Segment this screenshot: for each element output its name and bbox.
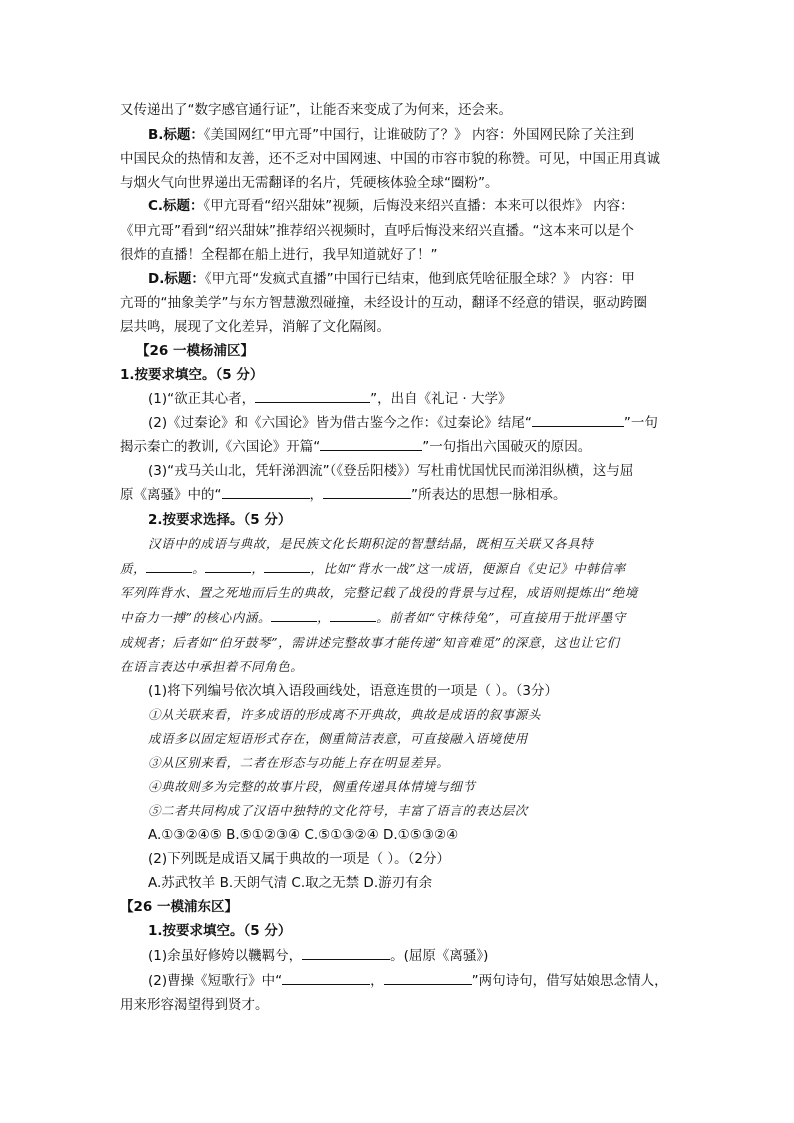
text-line: 中国民众的热情和友善，还不乏对中国网速、中国的市容市貌的称赞。可见，中国正用真诚 — [120, 151, 660, 167]
text-line: 与烟火气向世界递出无需翻译的名片，凭硬核体验全球“圈粉”。 — [120, 175, 499, 191]
section-header-yangpu: 【26 一模杨浦区】 — [136, 343, 254, 359]
answer-blank[interactable] — [320, 438, 422, 451]
question-2-title: 2.按要求选择。（5 分） — [148, 512, 292, 528]
sentence-option: ③从区别来看，二者在形态与功能上存在明显差异。 — [148, 755, 450, 770]
sentence-option: ①从关联来看，许多成语的形成离不开典故，典故是成语的叙事源头 — [148, 707, 542, 722]
fill-blank-3: (3)“戎马关山北，凭轩涕泗流”（《登岳阳楼》）写杜甫忧国忧民而涕泪纵横，这与屈 — [148, 463, 634, 479]
sub-question-2: (2)下列既是成语又属于典故的一项是（ ）。（2分） — [148, 851, 451, 867]
answer-blank[interactable] — [271, 609, 317, 622]
passage-line: 成规者；后者如“伯牙鼓琴”，需讲述完整故事才能传递“知音难觅”的深意，这也让它们 — [120, 635, 620, 650]
answer-blank[interactable] — [532, 414, 624, 427]
text-line: 亢哥的“抽象美学”与东方智慧激烈碰撞，未经设计的互动，翻译不经意的错误，驱动跨圈 — [120, 295, 647, 311]
sentence-option: 成语多以固定短语形式存在，侧重简洁表意，可直接融入语境使用 — [148, 731, 528, 746]
text-line: 《甲亢哥”看到“绍兴甜妹”推荐绍兴视频时，直呼后悔没来绍兴直播。“这本来可以是个 — [120, 223, 634, 239]
fill-blank-1: (1)余虽好修姱以鞿羁兮， 。(屈原《离骚》) — [148, 948, 489, 964]
option-d: D.标题：《甲亢哥“发疯式直播”中国行已结束，他到底凭啥征服全球？》 内容：甲 — [148, 271, 635, 287]
fill-blank-2-cont: 揭示秦亡的教训,《六国论》开篇“ ”一句指出六国破灭的原因。 — [120, 439, 592, 455]
text-line: 层共鸣，展现了文化差异，消解了文化隔阂。 — [120, 319, 390, 335]
passage-line: 军列阵背水、置之死地而后生的典故，完整记载了战役的背景与过程，成语则提炼出“绝境 — [120, 585, 638, 600]
answer-blank[interactable] — [302, 947, 390, 960]
fill-blank-2-cont: 用来形容渴望得到贤才。 — [120, 997, 269, 1013]
sub-question-1: (1)将下列编号依次填入语段画线处，语意连贯的一项是（ ）。（3分） — [148, 683, 559, 699]
passage-line: 汉语中的成语与典故，是民族文化长期积淀的智慧结晶，既相互关联又各具特 — [148, 536, 594, 551]
choice-options[interactable]: A.①③②④⑤ B.⑤①②③④ C.⑤①③②④ D.①⑤③②④ — [148, 827, 459, 843]
passage-line: 质， 。 ， ，比如“背水一战”这一成语，便源自《史记》中韩信率 — [120, 561, 626, 576]
text-line: 很炸的直播！全程都在船上进行，我早知道就好了！” — [120, 247, 438, 263]
answer-blank[interactable] — [323, 486, 411, 499]
section-header-pudong: 【26 一模浦东区】 — [120, 899, 238, 915]
answer-blank[interactable] — [264, 560, 310, 573]
answer-blank[interactable] — [205, 560, 251, 573]
question-1-title: 1.按要求填空。（5 分） — [148, 923, 292, 939]
passage-line: 在语言表达中承担着不同角色。 — [120, 659, 304, 674]
sentence-option: ⑤二者共同构成了汉语中独特的文化符号，丰富了语言的表达层次 — [148, 803, 528, 818]
passage-line: 中奋力一搏”的核心内涵。 ， 。前者如“守株待兔”，可直接用于批评墨守 — [120, 610, 626, 625]
answer-blank[interactable] — [384, 972, 472, 985]
question-1-title: 1.按要求填空。（5 分） — [120, 367, 264, 383]
answer-blank[interactable] — [146, 560, 192, 573]
sentence-option: ④典故则多为完整的故事片段，侧重传递具体情境与细节 — [148, 779, 476, 794]
fill-blank-1: (1)“欲正其心者， ”，出自《礼记 · 大学》 — [148, 391, 512, 407]
fill-blank-3-cont: 原《离骚》中的“ ， ”所表达的思想一脉相承。 — [120, 487, 567, 503]
fill-blank-2: (2)《过秦论》和《六国论》皆为借古鉴今之作：《过秦论》结尾“ ”一句 — [148, 415, 658, 431]
choice-options[interactable]: A.苏武牧羊 B.天朗气清 C.取之无禁 D.游刃有余 — [148, 875, 433, 891]
answer-blank[interactable] — [330, 609, 376, 622]
answer-blank[interactable] — [255, 390, 370, 403]
fill-blank-2: (2)曹操《短歌行》中“ ， ”两句诗句，借写姑娘思念情人， — [148, 973, 668, 989]
answer-blank[interactable] — [222, 486, 310, 499]
text-line: 又传递出了“数字感官通行证”，让能否来变成了为何来，还会来。 — [120, 102, 512, 118]
answer-blank[interactable] — [282, 972, 370, 985]
option-c: C.标题：《甲亢哥看“绍兴甜妹”视频，后悔没来绍兴直播：本来可以很炸》 内容： — [148, 198, 634, 214]
option-b: B.标题：《美国网红“甲亢哥”中国行，让谁破防了？》 内容：外国网民除了关注到 — [148, 127, 634, 143]
